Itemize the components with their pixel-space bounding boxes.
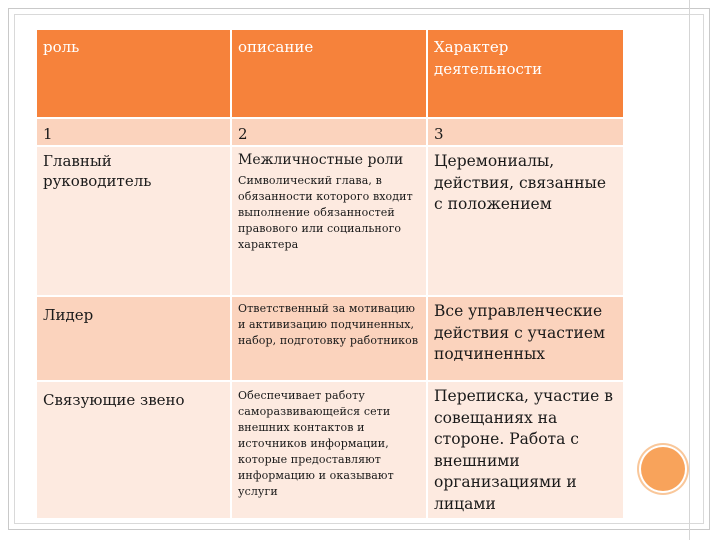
column-numbers-row — [37, 119, 623, 147]
row-role: Лидер — [43, 306, 94, 324]
header-activity: Характер деятельности — [428, 30, 623, 119]
roles-table — [37, 30, 623, 520]
decorative-circle-icon — [641, 447, 685, 491]
row-description: Символический глава, в обязанности которого входит выполнение обязанностей правового или социального характера — [238, 174, 413, 251]
row-activity: Церемониалы, действия, связанные с положением — [434, 152, 607, 213]
row-role: Главный руководитель — [43, 152, 152, 190]
row-role: Связующие звено — [43, 391, 185, 409]
row-activity: Все управленческие действия с участием подчиненных — [434, 302, 606, 363]
column-number: 3 — [428, 119, 623, 147]
row-description: Ответственный за мотивацию и активизацию подчиненных, набор, подготовку работников — [238, 302, 419, 347]
table-row — [37, 382, 623, 520]
table-row — [37, 297, 623, 382]
slide-divider-line — [689, 0, 690, 540]
header-description: описание — [232, 30, 428, 119]
column-number: 1 — [37, 119, 232, 147]
row-activity: Переписка, участие в совещаниях на стороне. Работа с внешними организациями и лицами — [434, 387, 613, 513]
header-role: роль — [37, 30, 232, 119]
table-header-row — [37, 30, 623, 119]
column-number: 2 — [232, 119, 428, 147]
table-row — [37, 147, 623, 297]
row-description-title: Межличностные роли — [238, 152, 404, 168]
row-description: Обеспечивает работу саморазвивающейся сети внешних контактов и источников информации, которые предоставляют информацию и оказывают услуги — [238, 389, 394, 498]
